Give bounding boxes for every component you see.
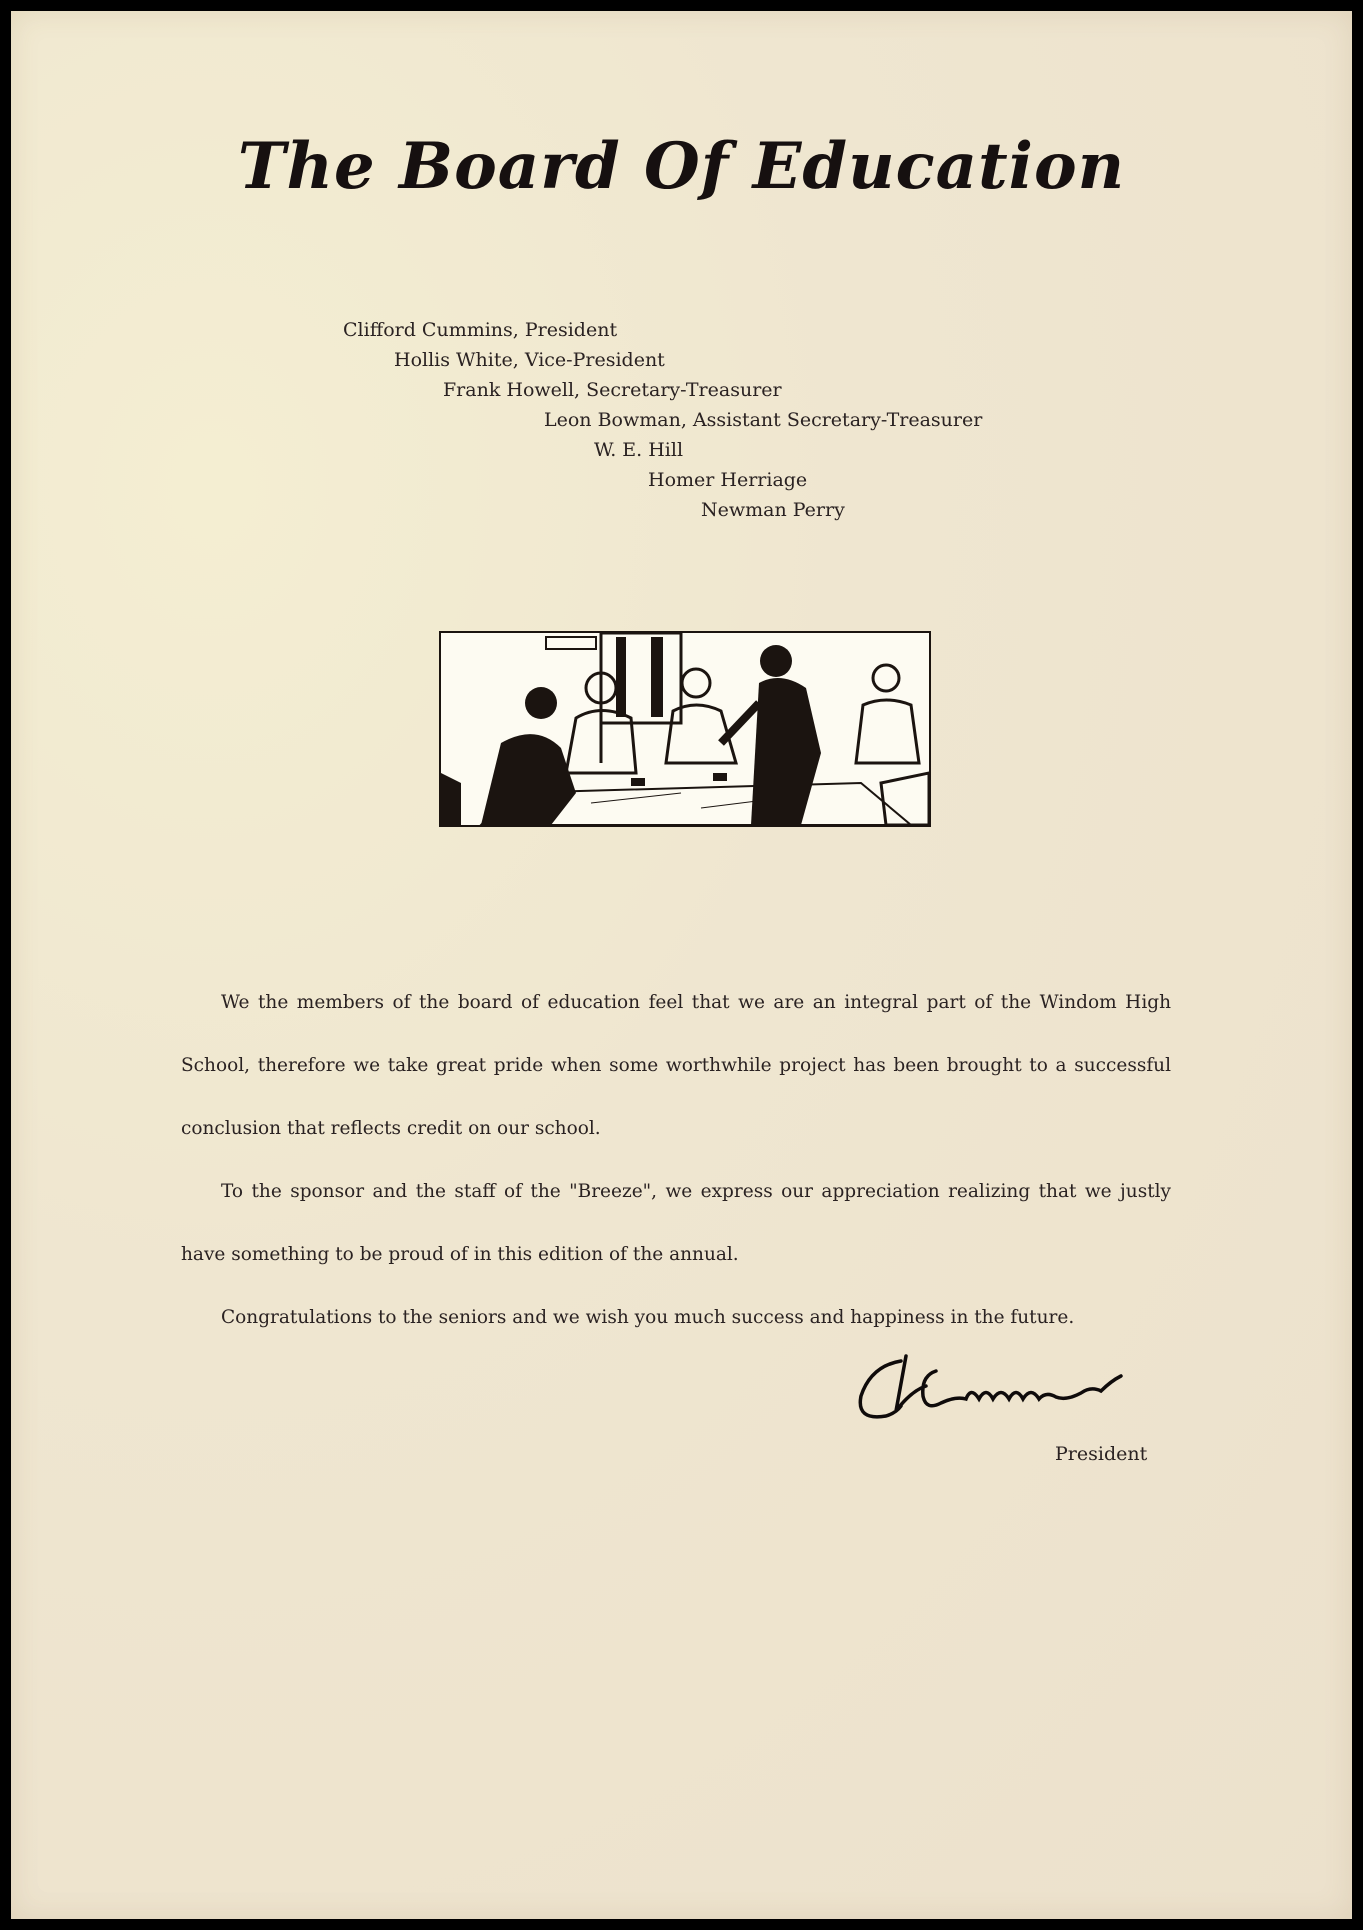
member-line: Hollis White, Vice-President bbox=[394, 349, 665, 371]
paragraph: Congratulations to the seniors and we wish you much success and happiness in the future. bbox=[221, 1307, 1075, 1328]
meeting-scene-image bbox=[441, 633, 929, 825]
member-line: W. E. Hill bbox=[594, 439, 684, 461]
member-line: Homer Herriage bbox=[648, 469, 808, 491]
paragraph: To the sponsor and the staff of the "Breeze", we express our appreciation realizing that we justly have something to be proud of in this edition of the annual. bbox=[181, 1181, 1171, 1265]
letter-body bbox=[181, 971, 1171, 1349]
member-line: Clifford Cummins, President bbox=[343, 319, 618, 341]
president-signature bbox=[841, 1341, 1211, 1431]
member-line: Frank Howell, Secretary-Treasurer bbox=[443, 379, 782, 401]
signature-title: President bbox=[1055, 1443, 1148, 1465]
paragraph: We the members of the board of education feel that we are an integral part of the Windom High School, therefore we take great pride when some worthwhile project has been brought to a successful conclusion that reflects credit on our school. bbox=[181, 992, 1171, 1139]
board-meeting-illustration bbox=[439, 631, 931, 827]
page bbox=[11, 11, 1352, 1919]
member-line: Newman Perry bbox=[701, 499, 845, 521]
page-title: The Board Of Education bbox=[237, 129, 1126, 204]
signature-image bbox=[841, 1341, 1211, 1431]
member-line: Leon Bowman, Assistant Secretary-Treasurer bbox=[544, 409, 983, 431]
